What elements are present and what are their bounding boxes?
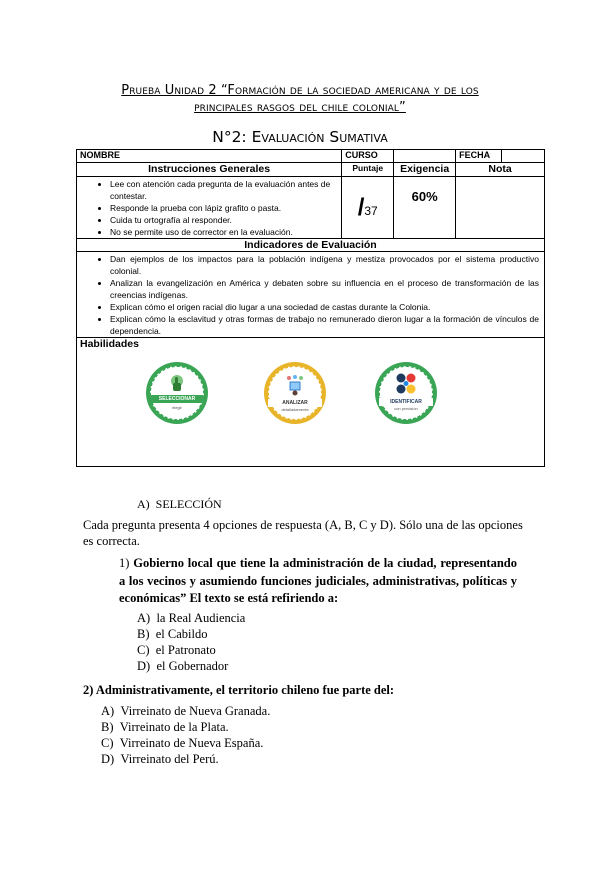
exigencia-label: Exigencia (394, 163, 456, 177)
presenter-icon (283, 374, 307, 396)
badge-label: SELECCIONAR (158, 396, 196, 402)
option-d[interactable] (137, 658, 245, 674)
option-a[interactable] (137, 610, 245, 626)
option-letter: B) (101, 720, 114, 734)
score-total: 37 (364, 203, 378, 218)
indicadores-list (80, 253, 539, 337)
list-item: • Analizan la evangelización en América y debaten sobre su influencia en el proceso de transformación de las creencias indígenas. (110, 277, 539, 301)
badge-label: ANALIZAR (282, 400, 308, 406)
option-text: el Patronato (155, 643, 216, 657)
option-text: la Real Audiencia (156, 611, 246, 625)
fecha-label: FECHA (456, 150, 502, 163)
option-letter: C) (101, 736, 114, 750)
indicadores-cell (77, 252, 545, 338)
section-intro: Cada pregunta presenta 4 opciones de respuesta (A, B, C y D). Sólo una de las opciones es correcta. (83, 518, 523, 548)
option-letter: A) (137, 611, 151, 625)
curso-field[interactable] (394, 150, 456, 163)
title-line-2: principales rasgos del chile colonial” (194, 100, 406, 115)
badge-seleccionar (146, 362, 208, 424)
list-item: • Explican cómo el origen racial dio lugar a una sociedad de castas durante la Colonia. (110, 301, 539, 313)
badge-sublabel: detalladamente (281, 407, 309, 412)
nota-label: Nota (456, 163, 545, 177)
list-item: • No se permite uso de corrector en la evaluación. (110, 226, 338, 238)
instrucciones-heading: Instrucciones Generales (77, 163, 342, 177)
list-item: • Responde la prueba con lápiz grafito o pasta. (110, 202, 338, 214)
nombre-label: NOMBRE (77, 150, 342, 163)
option-letter: D) (101, 752, 115, 766)
title-line-1: Prueba Unidad 2 “Formación de la sociedad americana y de los (121, 83, 479, 98)
instrucciones-list (80, 178, 338, 238)
question-2: 2) Administrativamente, el territorio chileno fue parte del: (83, 683, 395, 697)
option-text: Virreinato del Perú. (120, 752, 219, 766)
people-network-icon (394, 372, 418, 396)
curso-label: CURSO (342, 150, 394, 163)
option-letter: B) (137, 627, 150, 641)
question-1 (119, 555, 517, 608)
instrucciones-cell (77, 177, 342, 239)
list-item: • Explican cómo la esclavitud y otras formas de trabajo no remunerado dieron lugar a la formación de vínculos de dependencia. (110, 313, 539, 337)
option-letter: C) (137, 643, 150, 657)
question-text: Gobierno local que tiene la administración de la ciudad, representando a los vecinos y asumiendo funciones judiciales, administrativas, políticas y económicas” El texto se está refiriendo a: (119, 556, 517, 605)
option-text: el Cabildo (155, 627, 208, 641)
option-letter: A) (101, 704, 115, 718)
badge-label: IDENTIFICAR (390, 399, 422, 405)
puntaje-cell (342, 177, 394, 239)
list-item: • Lee con atención cada pregunta de la evaluación antes de contestar. (110, 178, 338, 202)
section-heading: A) SELECCIÓN (137, 497, 222, 511)
option-b[interactable] (137, 626, 245, 642)
indicadores-heading: Indicadores de Evaluación (77, 239, 545, 252)
badge-sublabel: con precisión (394, 406, 418, 411)
badge-analizar (264, 362, 326, 424)
hand-pointer-icon (168, 374, 186, 394)
habilidades-heading: Habilidades (80, 338, 139, 350)
option-letter: D) (137, 659, 151, 673)
nota-field[interactable] (456, 177, 545, 239)
option-d[interactable] (101, 751, 270, 767)
option-text: el Gobernador (156, 659, 229, 673)
fecha-field[interactable] (502, 150, 545, 163)
option-text: Virreinato de Nueva España. (119, 736, 264, 750)
option-text: Virreinato de Nueva Granada. (120, 704, 271, 718)
option-b[interactable] (101, 719, 270, 735)
puntaje-label: Puntaje (342, 163, 394, 177)
exigencia-value: 60% (394, 177, 456, 239)
question-2-options (101, 703, 270, 767)
badge-sublabel: elegir (172, 405, 182, 410)
score-slash: / (357, 193, 365, 221)
option-text: Virreinato de la Plata. (119, 720, 229, 734)
option-c[interactable] (137, 642, 245, 658)
badge-identificar (375, 362, 437, 424)
list-item: • Dan ejemplos de los impactos para la población indígena y mestiza provocados por el sistema productivo colonial. (110, 253, 539, 277)
question-number: 1) (119, 556, 134, 570)
test-subtitle: N°2: Evaluación Sumativa (212, 128, 388, 146)
test-title (60, 82, 540, 116)
option-a[interactable] (101, 703, 270, 719)
list-item: • Cuida tu ortografía al responder. (110, 214, 338, 226)
option-c[interactable] (101, 735, 270, 751)
question-1-options (137, 610, 245, 674)
